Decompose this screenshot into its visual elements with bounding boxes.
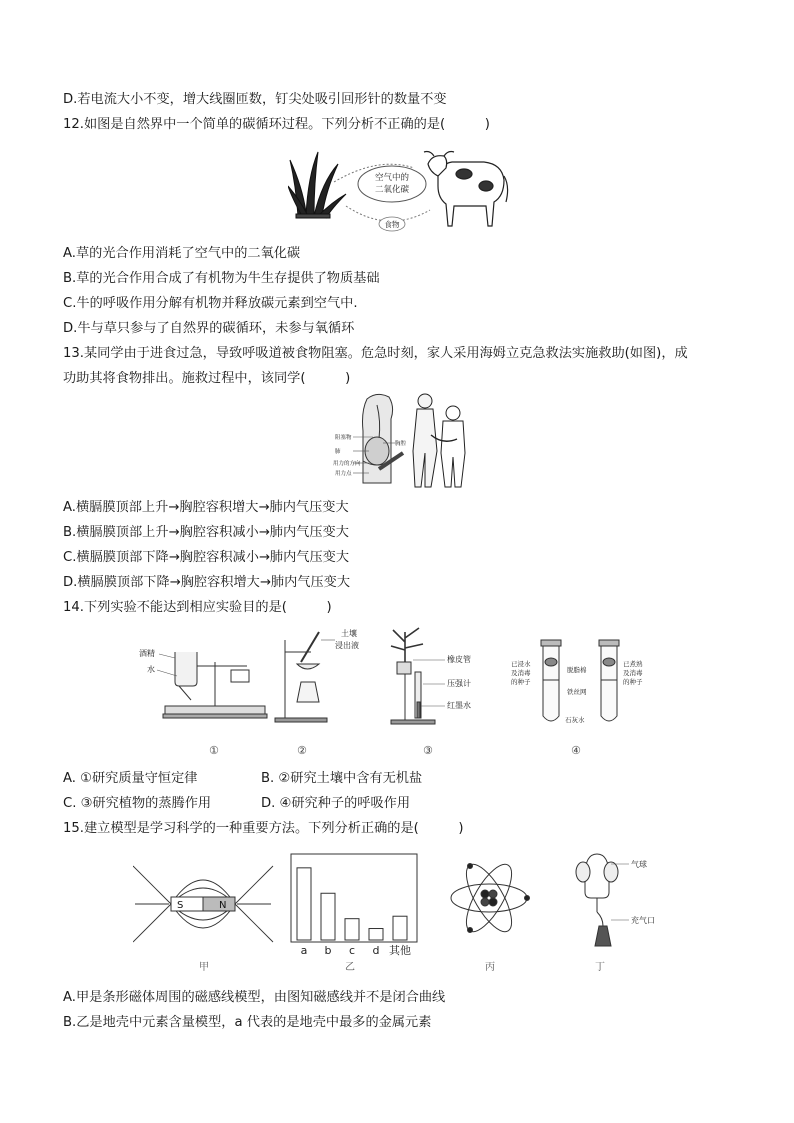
bar-label-2: b bbox=[324, 944, 332, 957]
q13-option-a: A.横膈膜顶部上升→胸腔容积增大→肺内气压变大 bbox=[63, 500, 349, 515]
exp4-label-a3: 的种子 bbox=[511, 678, 531, 686]
bar-4 bbox=[369, 929, 383, 940]
caption-jia: 甲 bbox=[199, 962, 209, 973]
q14-options-row2 bbox=[63, 795, 411, 813]
caption-yi: 乙 bbox=[345, 962, 355, 973]
bar-1 bbox=[297, 868, 311, 940]
q12-carbon-cycle-figure bbox=[288, 146, 510, 238]
caption-ding: 丁 bbox=[595, 962, 605, 973]
exp3-label-c: 红墨水 bbox=[447, 701, 471, 710]
bubble-text-2: 二氧化碳 bbox=[374, 185, 410, 195]
q14-experiments-figure bbox=[135, 622, 665, 762]
food-label: 食物 bbox=[384, 220, 400, 229]
bar-label-3: c bbox=[348, 944, 356, 957]
bar-label-5: 其他 bbox=[389, 944, 411, 957]
cow-icon bbox=[424, 152, 508, 227]
exp-num-3: ③ bbox=[423, 744, 433, 757]
exp2-label-a: 土壤 bbox=[341, 629, 357, 638]
balance-apparatus-icon bbox=[163, 652, 267, 718]
atom-model-icon bbox=[451, 858, 530, 938]
caption-bing: 丙 bbox=[485, 962, 495, 973]
exp4-label-a1: 已浸水 bbox=[511, 660, 531, 668]
exp1-label-b: 水 bbox=[147, 665, 155, 674]
balloon-label: 气球 bbox=[631, 860, 647, 869]
bubble-text-1: 空气中的 bbox=[374, 173, 410, 183]
exp-num-1: ① bbox=[209, 744, 219, 757]
bar-2 bbox=[321, 893, 335, 940]
q14-option-d: D. ④研究种子的呼吸作用 bbox=[261, 796, 411, 811]
q13-option-c: C.横膈膜顶部下降→胸腔容积减小→肺内气压变大 bbox=[63, 550, 350, 565]
magnet-s-half bbox=[171, 897, 203, 911]
q13-option-b: B.横膈膜顶部上升→胸腔容积减小→肺内气压变大 bbox=[63, 525, 349, 540]
exp4-label-e: 石灰水 bbox=[565, 716, 585, 724]
plant-apparatus-icon bbox=[391, 628, 435, 724]
bar-label-1: a bbox=[300, 944, 308, 957]
q12-option-b: B.草的光合作用合成了有机物为牛生存提供了物质基础 bbox=[63, 271, 380, 286]
bar-3 bbox=[345, 919, 359, 940]
exp4-label-a2: 及消毒 bbox=[511, 669, 531, 677]
q13-stem-line1: 13.某同学由于进食过急，导致呼吸道被食物阻塞。危急时刻，家人采用海姆立克急救法实施救助(如图)，成 bbox=[63, 346, 688, 361]
balloon-model-icon bbox=[576, 854, 618, 946]
rescuer-icon bbox=[413, 394, 437, 487]
q14-option-c: C. ③研究植物的蒸腾作用 bbox=[63, 796, 212, 811]
q15-models-figure bbox=[133, 846, 673, 978]
bar-label-4: d bbox=[372, 944, 380, 957]
inlet-label: 充气口 bbox=[631, 916, 655, 925]
q13-label-2: 肺 bbox=[335, 449, 341, 455]
exp4-label-d: 铁丝网 bbox=[567, 688, 587, 696]
q13-label-5: 用力点 bbox=[335, 471, 352, 477]
q15-option-a: A.甲是条形磁体周围的磁感线模型，由图知磁感线并不是闭合曲线 bbox=[63, 990, 446, 1005]
element-bar-chart bbox=[291, 854, 417, 957]
q12-option-a: A.草的光合作用消耗了空气中的二氧化碳 bbox=[63, 246, 301, 261]
exp4-label-b1: 已煮熟 bbox=[623, 660, 643, 668]
q13-option-d: D.横膈膜顶部下降→胸腔容积增大→肺内气压变大 bbox=[63, 575, 351, 590]
evaporation-apparatus-icon bbox=[275, 632, 327, 722]
magnet-s-label: S bbox=[177, 900, 184, 911]
q15-stem: 15.建立模型是学习科学的一种重要方法。下列分析正确的是( ) bbox=[63, 821, 464, 836]
q13-label-1: 阻塞物 bbox=[335, 435, 352, 441]
q13-label-3: 胸腔 bbox=[395, 441, 407, 447]
q13-label-4: 用力的方向 bbox=[333, 461, 361, 467]
exp4-label-b2: 及消毒 bbox=[623, 669, 643, 677]
q14-stem: 14.下列实验不能达到相应实验目的是( ) bbox=[63, 600, 332, 615]
exp4-label-b3: 的种子 bbox=[623, 678, 643, 686]
exp3-label-b: 压强计 bbox=[447, 679, 471, 688]
seed-tubes-icon bbox=[541, 640, 619, 721]
exp-num-4: ④ bbox=[571, 744, 581, 757]
q14-option-b: B. ②研究土壤中含有无机盐 bbox=[261, 771, 423, 786]
q12-stem: 12.如图是自然界中一个简单的碳循环过程。下列分析不正确的是( ) bbox=[63, 117, 490, 132]
q12-option-c: C.牛的呼吸作用分解有机物并释放碳元素到空气中. bbox=[63, 296, 358, 311]
q14-options-row1 bbox=[63, 770, 423, 788]
exp3-label-a: 橡皮管 bbox=[447, 655, 471, 664]
exp-num-2: ② bbox=[297, 744, 307, 757]
q14-option-a: A. ①研究质量守恒定律 bbox=[63, 771, 198, 786]
q12-option-d: D.牛与草只参与了自然界的碳循环，未参与氧循环 bbox=[63, 321, 355, 336]
exp2-label-b: 浸出液 bbox=[335, 641, 359, 650]
exp4-label-c: 脱脂棉 bbox=[567, 666, 587, 674]
grass-icon bbox=[288, 152, 346, 218]
q15-option-b: B.乙是地壳中元素含量模型，a 代表的是地壳中最多的金属元素 bbox=[63, 1015, 432, 1030]
q11-option-d: D.若电流大小不变，增大线圈匝数，钉尖处吸引回形针的数量不变 bbox=[63, 92, 447, 107]
q13-stem-line2: 功助其将食物排出。施救过程中，该同学( ) bbox=[63, 371, 351, 386]
bar-5 bbox=[393, 916, 407, 940]
magnet-n-label: N bbox=[219, 900, 227, 911]
q13-heimlich-figure bbox=[333, 391, 473, 491]
exp1-label-a: 酒精 bbox=[139, 649, 155, 658]
